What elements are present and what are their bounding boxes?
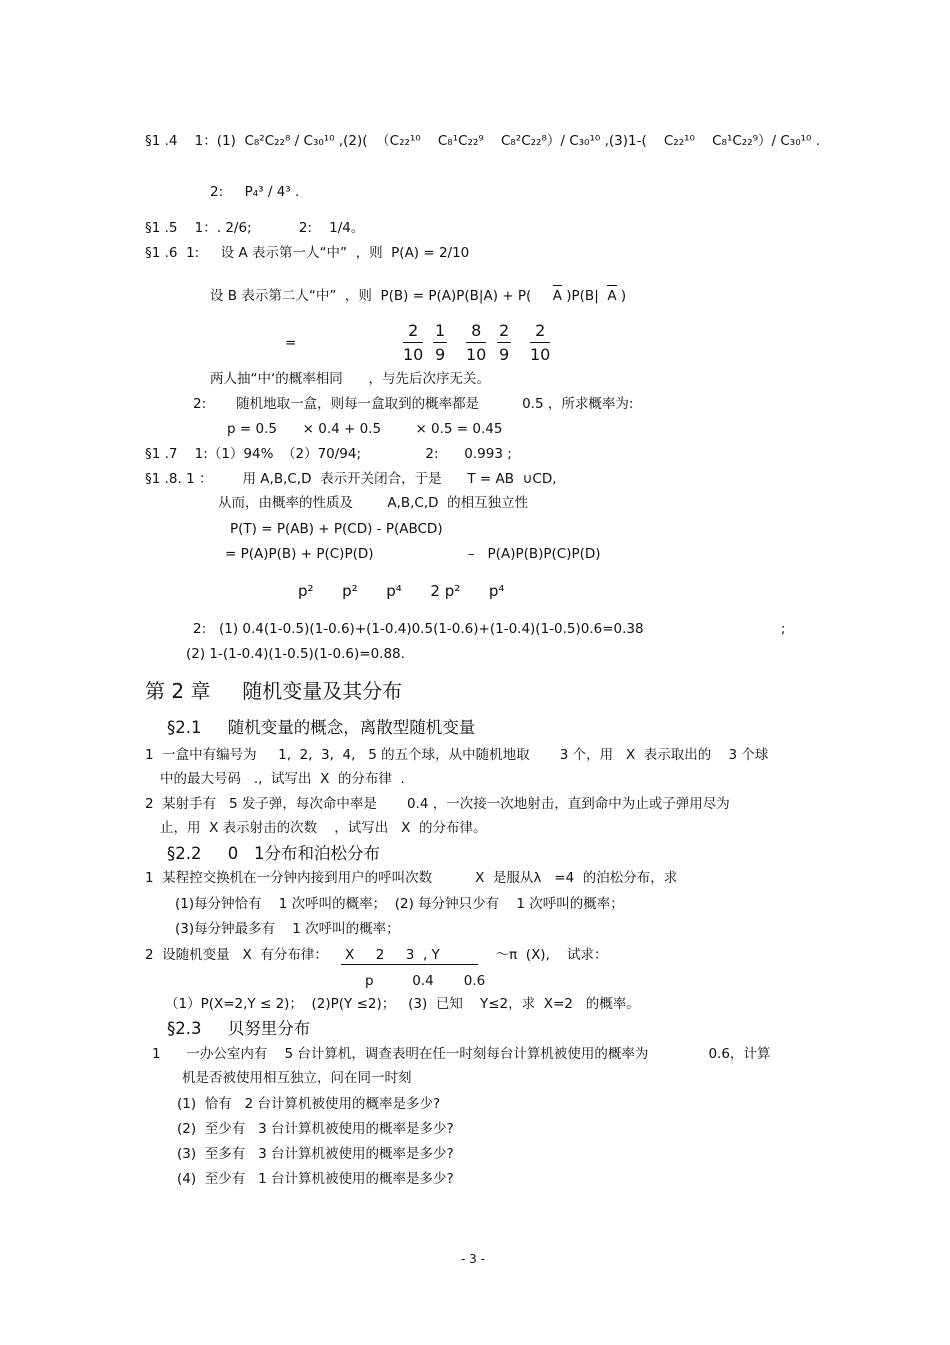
distribution-table-row: p 0.4 0.6 [365, 973, 486, 989]
exercise-2-1-q1-line1: 1 一盒中有编号为 1, 2, 3, 4, 5 的五个球，从中随机地取 3 个，用 X 表示取出的 3 个球 [145, 747, 769, 763]
fraction: $\frac{8}{10}$ [466, 321, 487, 364]
fraction: $\frac{2}{9}$ [499, 321, 510, 364]
answer-1-7: §1 .7 1:（1）94% （2）70/94; 2: 0.993 ; [145, 446, 512, 462]
chapter-title: 第 2 章 随机变量及其分布 [145, 679, 403, 703]
list-item: (3) 至多有 3 台计算机被使用的概率是多少? [177, 1146, 454, 1162]
exercise-2-3-q1-line2: 机是否被使用相互独立，问在同一时刻 [182, 1070, 412, 1086]
distribution-table-header: X 2 3 , Y [340, 947, 479, 963]
answer-1-8-line2: 从而，由概率的性质及 A,B,C,D 的相互独立性 [218, 495, 529, 511]
equals-sign: = [285, 335, 297, 351]
complement-a-symbol: A [607, 285, 616, 305]
answer-1-6-line2 [210, 285, 626, 305]
answer-1-5: §1 .5 1：. 2/6; 2: 1/4。 [145, 220, 365, 236]
page-number: - 3 - [461, 1252, 485, 1266]
answer-1-8-line6: 2: (1) 0.4(1-0.5)(1-0.6)+(1-0.4)0.5(1-0.6)+(1-0.4)(1-0.5)0.6=0.38 ; [193, 621, 786, 637]
answer-1-6-line4: 2: 随机地取一盒，则每一盒取到的概率都是 0.5 ，所求概率为: [193, 396, 634, 412]
answer-1-4-line1: §1 .4 1：(1) C₈²C₂₂⁸ / C₃₀¹⁰ ,(2)( （C₂₂¹⁰ C₈¹C₂₂⁹ C₈²C₂₂⁸）/ C₃₀¹⁰ ,(3)1-( C₂₂¹⁰ C₈¹C₂₂⁹）/ C₃₀¹⁰ . [145, 133, 821, 149]
list-item: (1) 恰有 2 台计算机被使用的概率是多少? [177, 1096, 441, 1112]
answer-1-6-line2-mid: )P(B| [561, 288, 608, 304]
answer-1-6-line2-post: ) [616, 288, 627, 304]
exercise-2-2-q2-line1 [145, 946, 608, 965]
exercise-2-2-q2-line3: （1）P(X=2,Y ≤ 2)； (2)P(Y ≤2)； (3) 已知 Y≤2，求 X=2 的概率。 [165, 996, 640, 1012]
section-2-3-title: §2.3 贝努里分布 [167, 1019, 311, 1038]
answer-1-8-line5: p² p² p⁴ 2 p² p⁴ [298, 582, 505, 600]
exercise-2-3-q1-line1: 1 一办公室内有 5 台计算机，调查表明在任一时刻每台计算机被使用的概率为 0.6，计算 [152, 1046, 771, 1062]
answer-1-8-line3: P(T) = P(AB) + P(CD) - P(ABCD) [230, 521, 443, 537]
exercise-2-2-q2-post: ～π (X), 试求： [478, 947, 608, 963]
exercise-2-2-q2-pre: 2 设随机变量 X 有分布律： [145, 947, 341, 963]
exercise-2-2-q1-line2: (1)每分钟恰有 1 次呼叫的概率； (2) 每分钟只少有 1 次呼叫的概率； [175, 896, 624, 912]
fraction: $\frac{1}{9}$ [435, 321, 446, 364]
answer-1-6-line5: p = 0.5 × 0.4 + 0.5 × 0.5 = 0.45 [227, 421, 503, 437]
answer-1-6-line1: §1 .6 1: 设 A 表示第一人“中” ，则 P(A) = 2/10 [145, 245, 470, 261]
exercise-2-2-q1-line1: 1 某程控交换机在一分钟内接到用户的呼叫次数 X 是服从λ =4 的泊松分布，求 [145, 870, 678, 886]
exercise-2-1-q2-line2: 止，用 X 表示射击的次数 ，试写出 X 的分布律。 [160, 820, 487, 836]
fraction: $\frac{2}{10}$ [403, 321, 424, 364]
answer-1-6-line2-pre: 设 B 表示第二人“中” ，则 P(B) = P(A)P(B|A) + P( [210, 288, 553, 304]
exercise-2-1-q1-line2: 中的最大号码 ., 试写出 X 的分布律 . [160, 771, 405, 787]
fraction: $\frac{2}{10}$ [530, 321, 551, 364]
answer-1-8-line1: §1 .8. 1 ： 用 A,B,C,D 表示开关闭合，于是 T = AB ∪CD, [145, 471, 557, 487]
complement-a-symbol: A [553, 285, 562, 305]
list-item: (2) 至少有 3 台计算机被使用的概率是多少? [177, 1121, 454, 1137]
exercise-2-1-q2-line1: 2 某射手有 5 发子弹，每次命中率是 0.4 ，一次接一次地射击，直到命中为止或子弹用尽为 [145, 796, 730, 812]
section-2-2-title: §2.2 0 1分布和泊松分布 [167, 844, 380, 863]
answer-1-6-line3: 两人抽“中‘的概率相同 ，与先后次序无关。 [210, 371, 491, 387]
answer-1-8-line7: (2) 1-(1-0.4)(1-0.5)(1-0.6)=0.88. [186, 646, 405, 662]
answer-1-4-line2: 2: P₄³ / 4³ . [210, 184, 300, 200]
exercise-2-2-q1-line3: (3)每分钟最多有 1 次呼叫的概率； [175, 921, 400, 937]
section-2-1-title: §2.1 随机变量的概念，离散型随机变量 [167, 718, 476, 737]
list-item: (4) 至少有 1 台计算机被使用的概率是多少? [177, 1171, 454, 1187]
answer-1-8-line4: = P(A)P(B) + P(C)P(D) – P(A)P(B)P(C)P(D) [225, 546, 601, 562]
